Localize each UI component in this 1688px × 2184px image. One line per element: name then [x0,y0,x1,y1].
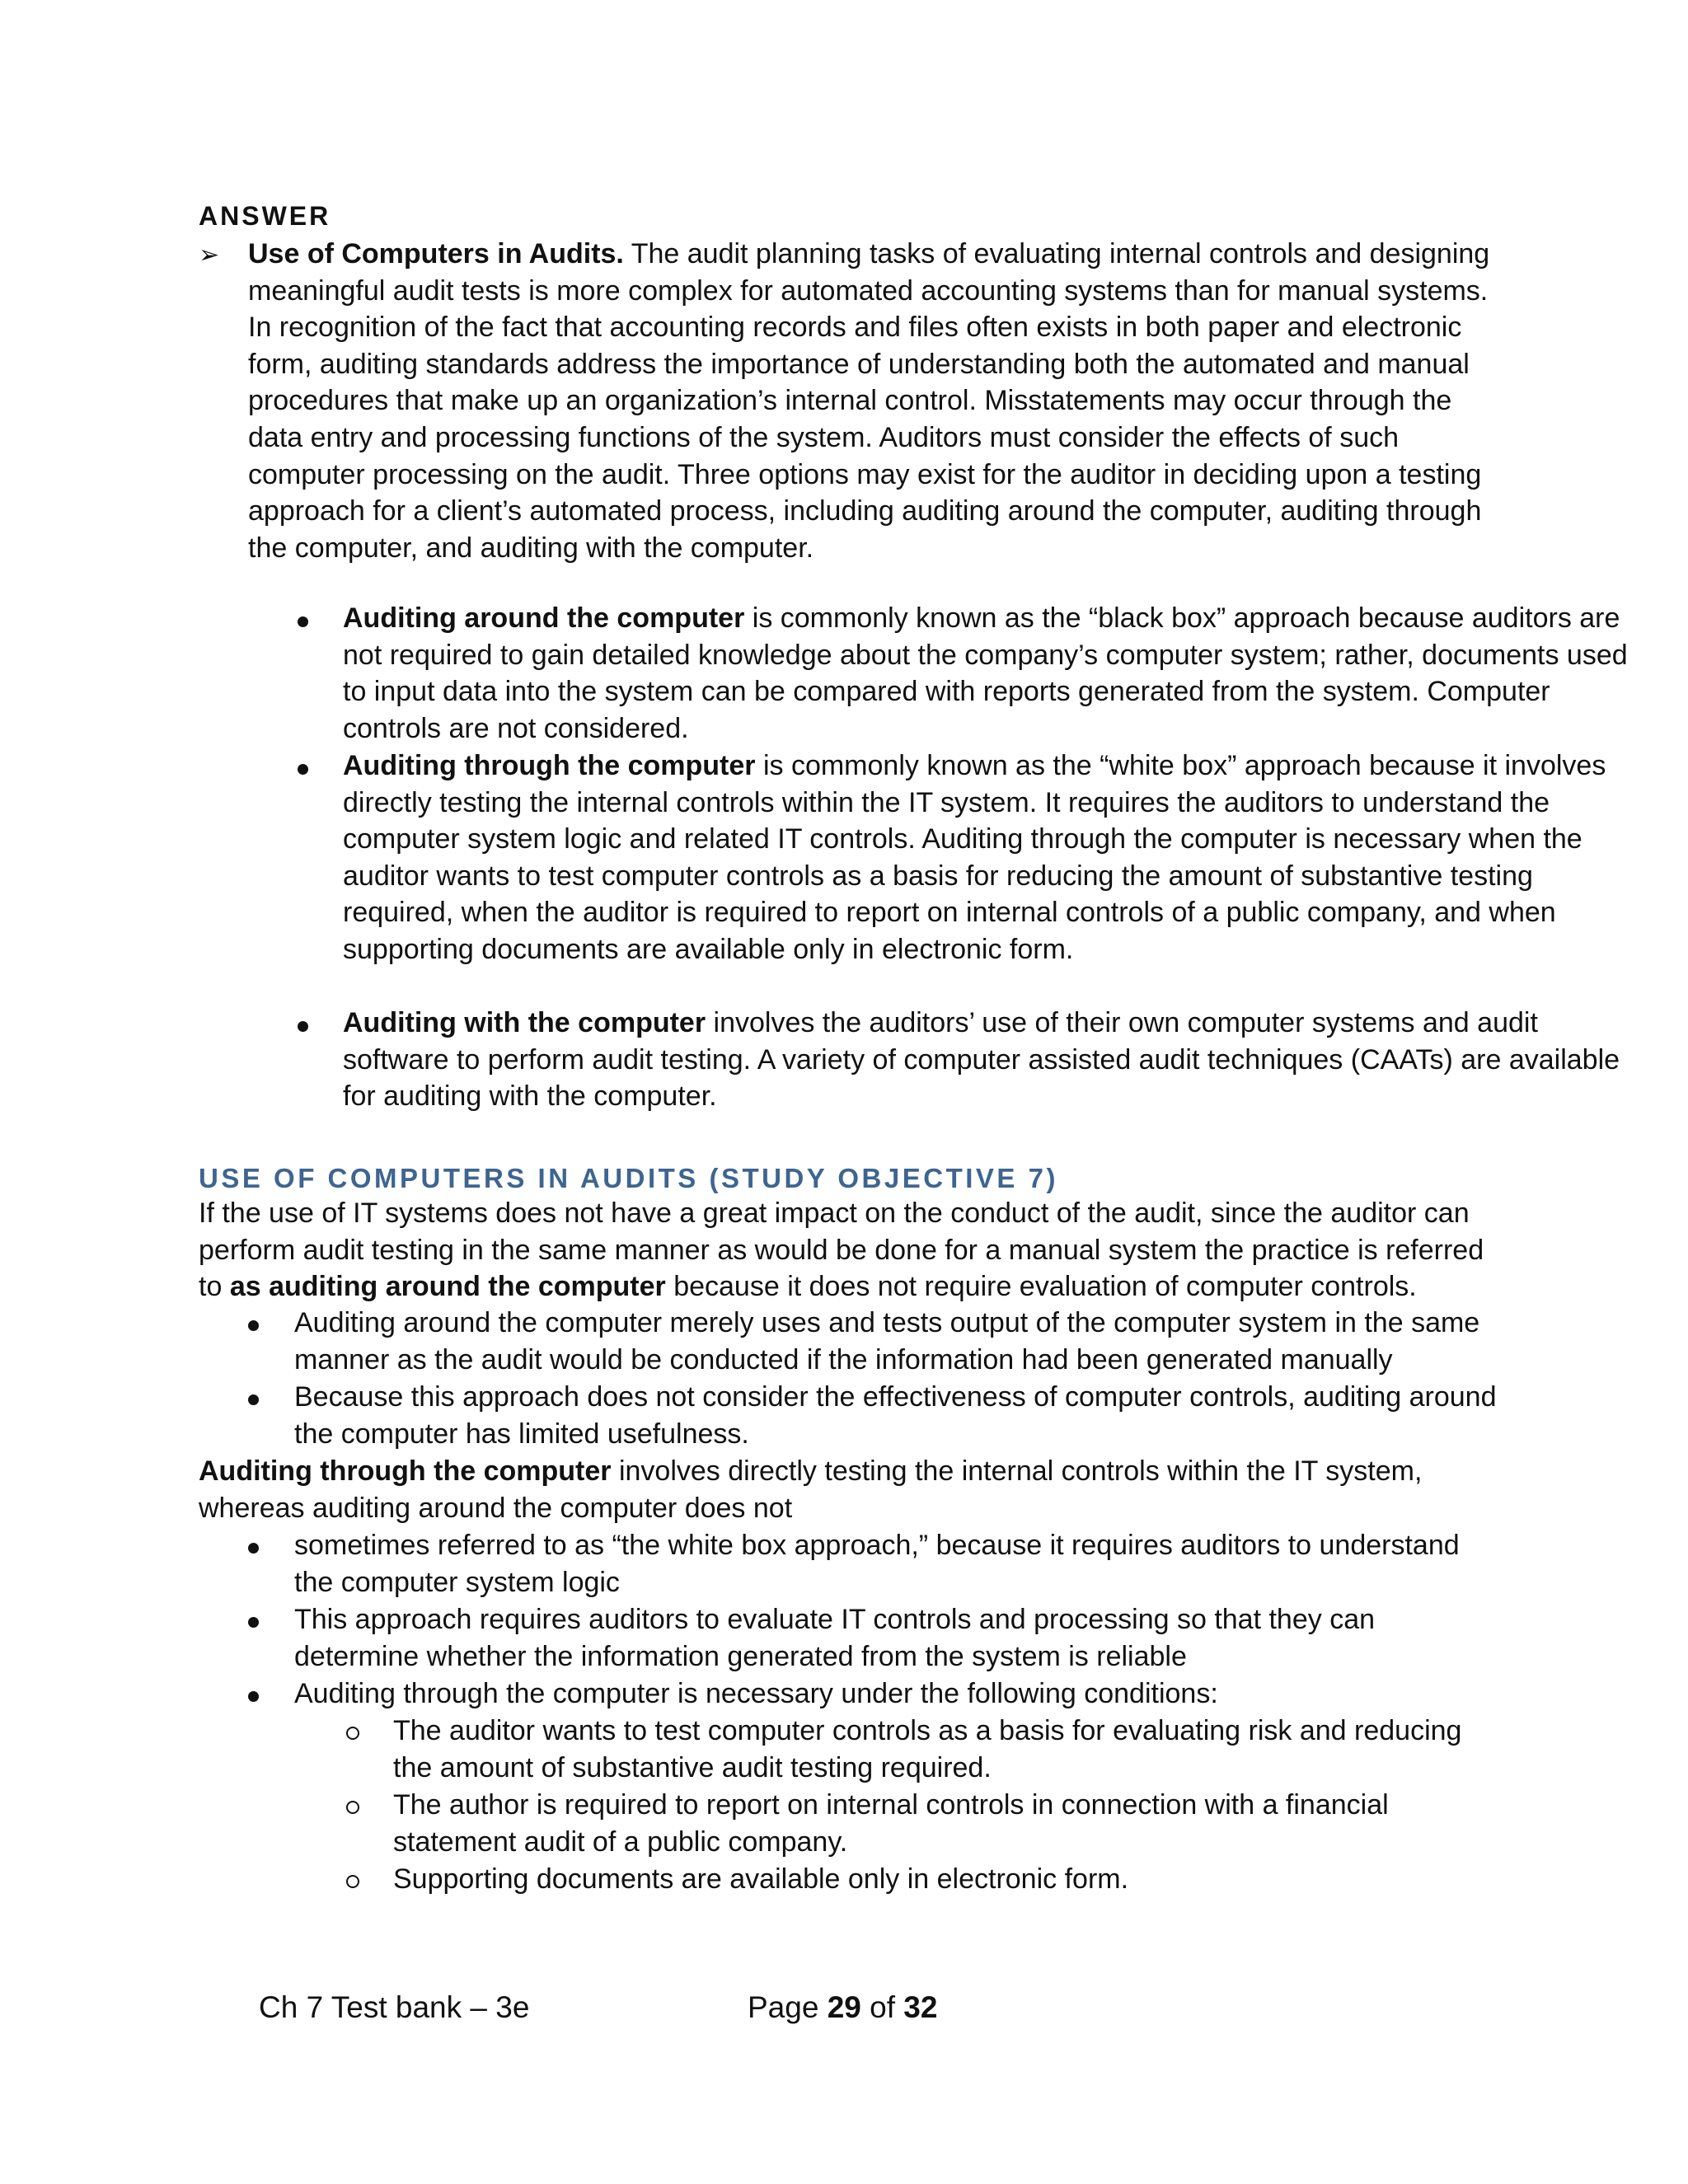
circle-bullet-icon [346,1875,359,1888]
para-text: because it does not require evaluation of computer controls. [665,1271,1417,1303]
page-label: Page [748,1990,828,2024]
circle-bullet-icon [346,1727,359,1740]
circle-bullet-icon [346,1801,359,1814]
bullet-dot-icon [248,1691,259,1702]
approach-title: Auditing through the computer [343,750,756,781]
page-total: 32 [903,1990,938,2024]
bullet-dot-icon [248,1543,259,1554]
intro-title: Use of Computers in Audits. [248,238,624,269]
section-heading: USE OF COMPUTERS IN AUDITS (STUDY OBJECTIVE 7) [199,1163,1058,1193]
bullet-dot-icon [298,1021,308,1032]
list-item: Because this approach does not consider the effectiveness of computer controls, auditing around the computer has limited usefulness. [294,1381,1497,1450]
of-label: of [860,1990,904,2024]
list-item: This approach requires auditors to evaluate IT controls and processing so that they can determine whether the information generated from the system is reliable [294,1604,1376,1672]
approach-title: Auditing around the computer [343,602,745,634]
footer-page-number [748,1989,937,2027]
approach-text: involves the auditors’ use of their own computer systems and audit software to perform audit testing. A variety of computer assisted audit techniques (CAATs) are available for auditing with the computer. [343,1007,1620,1113]
footer-left: Ch 7 Test bank – 3e [259,1990,530,2024]
bullet-dot-icon [298,616,308,627]
list-item: Auditing around the computer merely uses and tests output of the computer system in the same manner as the audit would be conducted if the information had been generated manually [294,1307,1480,1376]
approach-title: Auditing with the computer [343,1007,706,1038]
para-text: If the use of IT systems does not have a great impact on the conduct of the audit, since the auditor can perform audit testing in the same manner as would be done for a manual system the practice is referred to [199,1197,1484,1303]
section-paragraph-2 [199,1453,1451,1526]
condition-item: The auditor wants to test computer controls as a basis for evaluating risk and reducing the amount of substantive audit testing required. [393,1715,1462,1783]
section-paragraph-1 [199,1195,1509,1305]
para-text: involves directly testing the internal controls within the IT system, whereas auditing around the computer does not [199,1455,1423,1524]
intro-text: The audit planning tasks of evaluating internal controls and designing meaningful audit tests is more complex for automated accounting systems than for manual systems. In recognition of the fact that accounting records and files often exists in both paper and electronic form, auditing standards address the importance of understanding both the automated and manual procedures that make up an organization’s internal control. Misstatements may occur through the data entry and processing functions of the system. Auditors must consider the effects of such computer processing on the audit. Three options may exist for the auditor in deciding upon a testing approach for a client’s automated process, including auditing around the computer, auditing through the computer, and auditing with the computer. [248,238,1490,564]
approach-through [343,748,1645,968]
approach-text: is commonly known as the “white box” approach because it involves directly testing the internal controls within the IT system. It requires the auditors to understand the computer system logic and related IT controls. Auditing through the computer is necessary when the auditor wants to test computer controls as a basis for reducing the amount of substantive testing required, when the auditor is required to report on internal controls of a public company, and when supporting documents are available only in electronic form. [343,750,1606,965]
para-bold: as auditing around the computer [229,1271,666,1303]
list-item: Auditing through the computer is necessary under the following conditions: [294,1678,1218,1709]
para-bold: Auditing through the computer [199,1455,612,1487]
page-current: 29 [827,1990,861,2024]
bullet-dot-icon [248,1394,259,1405]
bullet-dot-icon [248,1320,259,1331]
bullet-dot-icon [298,764,308,775]
condition-item: The author is required to report on internal controls in connection with a financial statement audit of a public company. [393,1789,1389,1858]
arrow-bullet-icon: ➢ [199,241,220,269]
approach-with [343,1005,1645,1115]
intro-paragraph [248,236,1501,566]
approach-around [343,600,1645,747]
condition-item: Supporting documents are available only in electronic form. [393,1863,1129,1895]
approach-text: is commonly known as the “black box” approach because auditors are not required to gain detailed knowledge about the company’s computer system; rather, documents used to input data into the system can be compared with reports generated from the system. Computer controls are not considered. [343,602,1628,744]
bullet-dot-icon [248,1617,259,1628]
answer-heading: ANSWER [199,201,331,231]
list-item: sometimes referred to as “the white box approach,” because it requires auditors to understand the computer system logic [294,1530,1460,1598]
